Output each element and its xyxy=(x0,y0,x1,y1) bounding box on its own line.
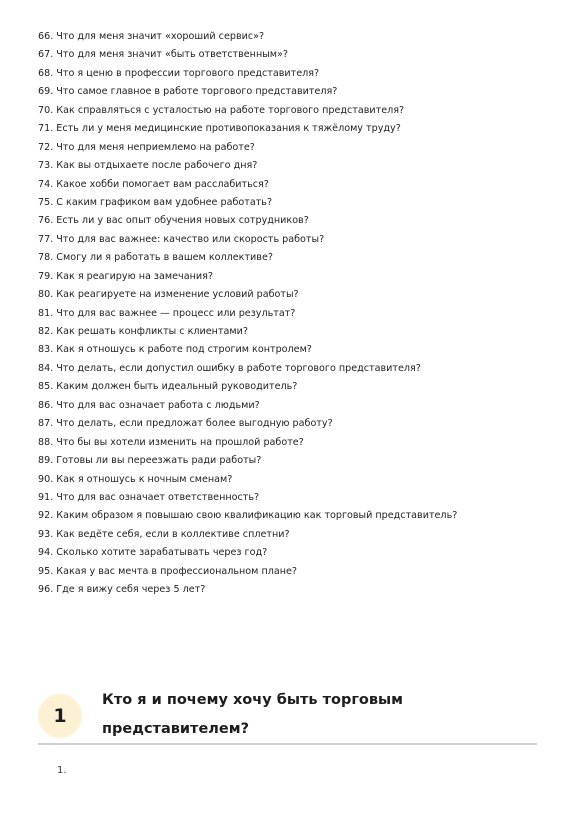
section-number: 1 xyxy=(53,705,67,727)
question-item: 70. Как справляться с усталостью на работе торгового представителя? xyxy=(38,104,405,116)
question-item: 80. Как реагируете на изменение условий работы? xyxy=(38,289,299,301)
question-item: 89. Готовы ли вы переезжать ради работы? xyxy=(38,455,262,467)
question-item: 94. Сколько хотите зарабатывать через год? xyxy=(38,547,268,559)
question-item: 90. Как я отношусь к ночным сменам? xyxy=(38,473,233,485)
question-item: 85. Каким должен быть идеальный руководитель? xyxy=(38,381,298,393)
question-item: 76. Есть ли у вас опыт обучения новых сотрудников? xyxy=(38,215,309,227)
question-item: 73. Как вы отдыхаете после рабочего дня? xyxy=(38,160,258,172)
question-item: 75. С каким графиком вам удобнее работать? xyxy=(38,196,273,208)
question-item: 91. Что для вас означает ответственность? xyxy=(38,491,260,503)
section-number-badge xyxy=(38,694,82,738)
question-item: 72. Что для меня неприемлемо на работе? xyxy=(38,141,255,153)
question-item: 93. Как ведёте себя, если в коллективе сплетни? xyxy=(38,528,290,540)
question-item: 81. Что для вас важнее — процесс или результат? xyxy=(38,307,296,319)
question-item: 88. Что бы вы хотели изменить на прошлой работе? xyxy=(38,436,304,448)
question-item: 68. Что я ценю в профессии торгового представителя? xyxy=(38,67,320,79)
question-item: 84. Что делать, если допустил ошибку в работе торгового представителя? xyxy=(38,362,421,374)
question-item: 82. Как решать конфликты с клиентами? xyxy=(38,326,248,337)
question-item: 79. Как я реагирую на замечания? xyxy=(38,270,213,282)
question-item: 67. Что для меня значит «быть ответственным»? xyxy=(38,49,288,61)
question-item: 71. Есть ли у меня медицинские противопоказания к тяжёлому труду? xyxy=(38,123,401,135)
question-item: 96. Где я вижу себя через 5 лет? xyxy=(38,584,206,596)
question-item: 92. Каким образом я повышаю свою квалификацию как торговый представитель? xyxy=(38,510,458,522)
question-item: 83. Как я отношусь к работе под строгим контролем? xyxy=(38,344,312,356)
answer-list-marker: 1. xyxy=(57,765,67,776)
question-item: 95. Какая у вас мечта в профессиональном плане? xyxy=(38,565,298,577)
question-item: 77. Что для вас важнее: качество или скорость работы? xyxy=(38,233,325,245)
question-item: 78. Смогу ли я работать в вашем коллективе? xyxy=(38,252,273,264)
question-item: 74. Какое хобби помогает вам расслабиться? xyxy=(38,178,269,190)
question-item: 69. Что самое главное в работе торгового представителя? xyxy=(38,86,338,98)
question-item: 66. Что для меня значит «хороший сервис»? xyxy=(38,31,265,42)
question-item: 87. Что делать, если предложат более выгодную работу? xyxy=(38,418,333,430)
question-item: 86. Что для вас означает работа с людьми? xyxy=(38,399,260,411)
section-title: Кто я и почему хочу быть торговым представителем? xyxy=(102,692,404,737)
section-divider xyxy=(38,743,537,745)
question-list xyxy=(38,28,457,600)
